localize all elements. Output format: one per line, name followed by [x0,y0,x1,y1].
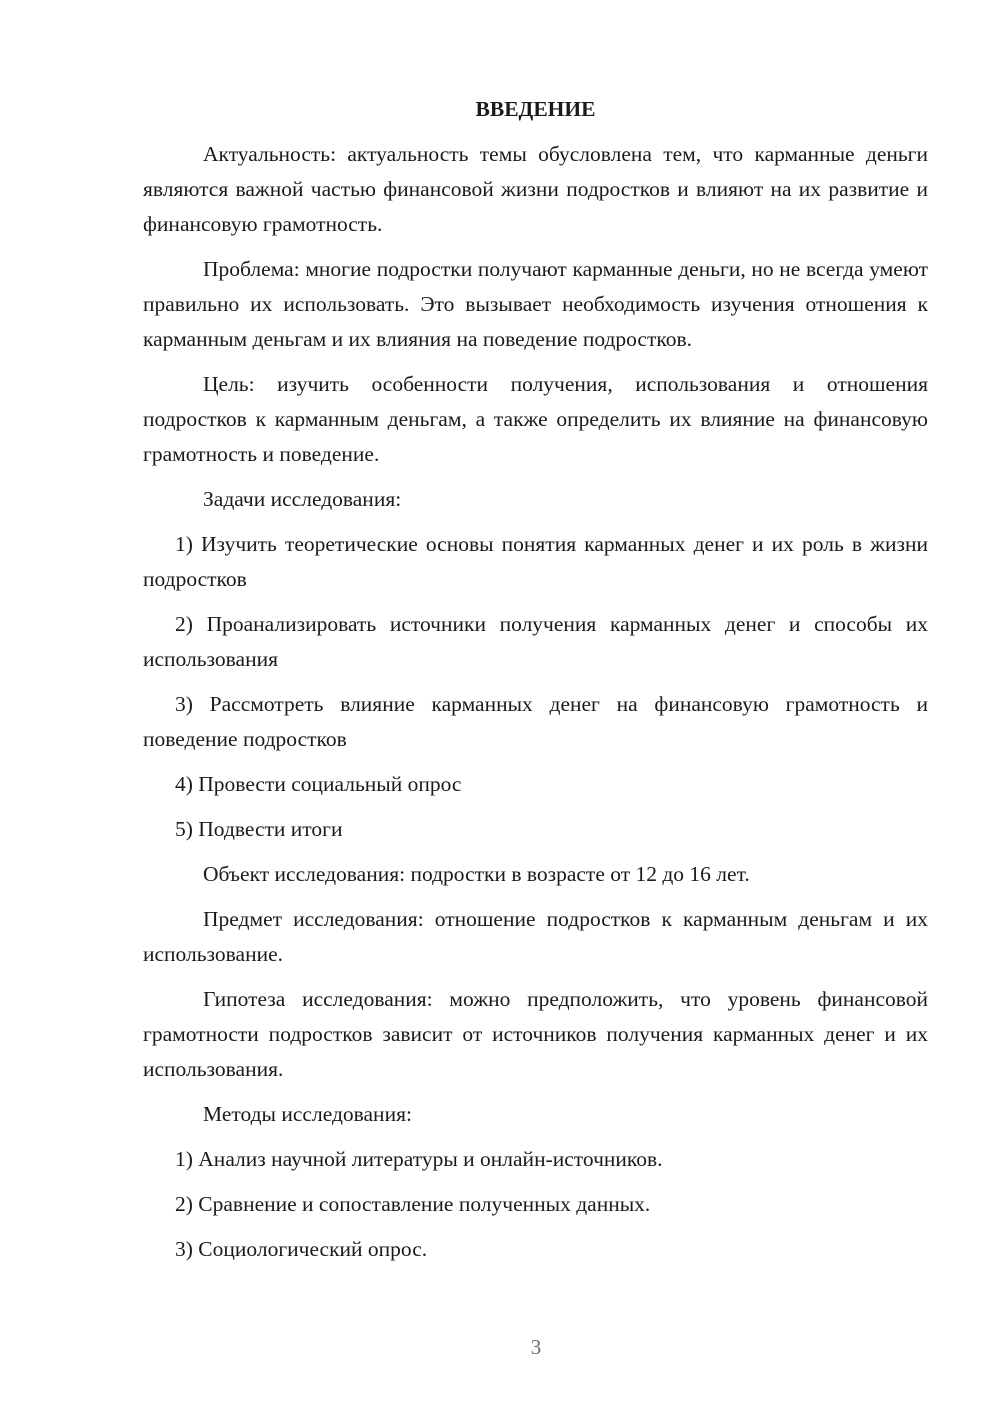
problem-paragraph: Проблема: многие подростки получают карманные деньги, но не всегда умеют правильно их использовать. Это вызывает необходимость изучения отношения к карманным деньгам и их влияния на поведение подростков. [143,257,928,351]
task-item-5: 5) Подвести итоги [175,817,343,841]
subject-paragraph: Предмет исследования: отношение подростков к карманным деньгам и их использование. [143,907,928,966]
page-content [143,92,928,1277]
task-item-1: 1) Изучить теоретические основы понятия карманных денег и их роль в жизни подростков [143,532,928,591]
task-item-2: 2) Проанализировать источники получения карманных денег и способы их использования [143,612,928,671]
page-number: 3 [530,1335,542,1359]
methods-heading: Методы исследования: [203,1102,412,1126]
goal-paragraph: Цель: изучить особенности получения, использования и отношения подростков к карманным деньгам, а также определить их влияние на финансовую грамотность и поведение. [143,372,928,466]
method-item-3: 3) Социологический опрос. [175,1237,428,1261]
hypothesis-paragraph: Гипотеза исследования: можно предположить, что уровень финансовой грамотности подростков зависит от источников получения карманных денег и их использования. [143,987,928,1081]
page-title: ВВЕДЕНИЕ [475,97,596,121]
task-item-3: 3) Рассмотреть влияние карманных денег на финансовую грамотность и поведение подростков [143,692,928,751]
relevance-paragraph: Актуальность: актуальность темы обусловлена тем, что карманные деньги являются важной частью финансовой жизни подростков и влияют на их развитие и финансовую грамотность. [143,142,928,236]
task-item-4: 4) Провести социальный опрос [175,772,462,796]
method-item-2: 2) Сравнение и сопоставление полученных данных. [175,1192,651,1216]
object-paragraph: Объект исследования: подростки в возрасте от 12 до 16 лет. [203,862,750,886]
method-item-1: 1) Анализ научной литературы и онлайн-источников. [175,1147,663,1171]
tasks-heading: Задачи исследования: [203,487,402,511]
